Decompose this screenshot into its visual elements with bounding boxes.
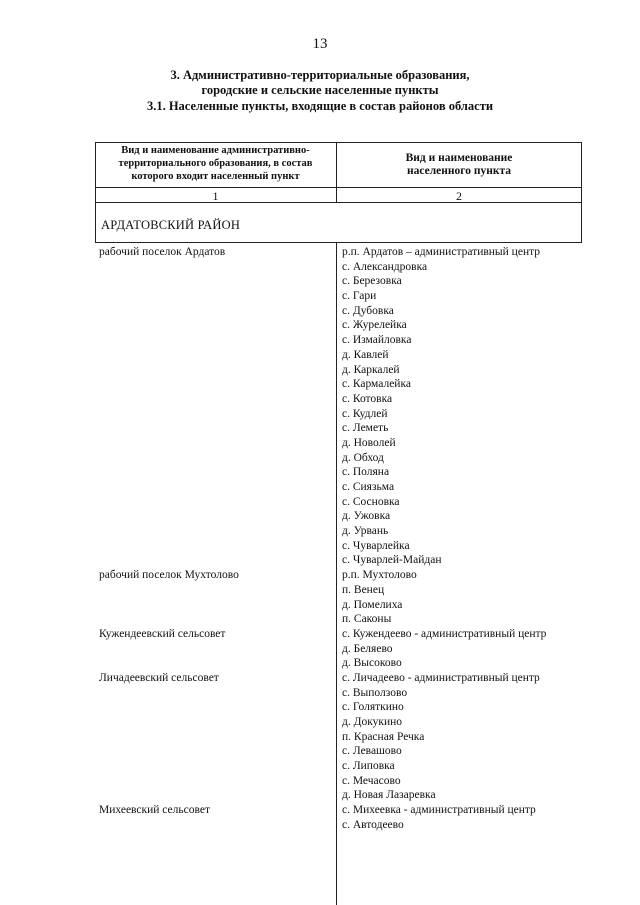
column-divider-body (336, 242, 337, 905)
administrative-unit-cell (99, 744, 335, 759)
administrative-unit-cell (99, 363, 335, 378)
administrative-unit-cell (99, 700, 335, 715)
administrative-unit-cell (99, 583, 335, 598)
settlement-cell: с. Дубовка (342, 304, 394, 317)
column-1-header-line-1: Вид и наименование административно- (121, 145, 310, 156)
settlement-cell: п. Венец (342, 583, 385, 596)
settlement-cell: п. Красная Речка (342, 730, 425, 743)
settlement-cell: р.п. Мухтолово (342, 569, 417, 582)
settlement-cell: д. Высоково (342, 657, 402, 670)
administrative-unit-cell (99, 274, 335, 289)
administrative-unit-cell (99, 598, 335, 613)
settlement-column (342, 245, 578, 833)
settlement-cell: с. Левашово (342, 745, 402, 758)
settlement-cell: с. Михеевка - административный центр (342, 804, 536, 817)
column-1-number: 1 (212, 189, 219, 203)
settlement-cell: с. Сосновка (342, 495, 400, 508)
settlement-cell: с. Кармалейка (342, 378, 411, 391)
settlement-cell: с. Голяткино (342, 701, 404, 714)
settlement-cell: с. Выползово (342, 686, 408, 699)
administrative-unit-cell (99, 260, 335, 275)
settlement-cell: д. Новолей (342, 436, 396, 449)
section-heading-line-3: 3.1. Населенные пункты, входящие в состав районов области (146, 99, 494, 113)
administrative-unit-cell: Михеевский сельсовет (99, 804, 210, 817)
column-1-header (95, 144, 336, 183)
administrative-unit-cell (99, 730, 335, 745)
administrative-unit-cell (99, 509, 335, 524)
administrative-unit-cell (99, 377, 335, 392)
administrative-unit-cell (99, 289, 335, 304)
settlement-cell: с. Александровка (342, 260, 428, 273)
settlement-cell: с. Гари (342, 290, 377, 303)
settlement-cell: с. Липовка (342, 760, 395, 773)
settlement-cell: с. Мечасово (342, 774, 401, 787)
administrative-unit-cell (99, 436, 335, 451)
administrative-unit-cell (99, 392, 335, 407)
settlement-cell: с. Чуварлейка (342, 539, 410, 552)
settlements-table (95, 142, 582, 905)
administrative-unit-cell (99, 421, 335, 436)
settlement-cell: с. Леметь (342, 422, 389, 435)
settlement-cell: д. Ужовка (342, 510, 391, 523)
section-heading-line-2: городские и сельские населенные пункты (201, 83, 439, 97)
administrative-unit-cell (99, 539, 335, 554)
administrative-unit-cell (99, 612, 335, 627)
column-1-header-line-3: которого входит населенный пункт (131, 171, 300, 182)
settlement-cell: с. Котовка (342, 392, 393, 405)
administrative-unit-cell: рабочий поселок Ардатов (99, 246, 226, 258)
settlement-cell: с. Сиязьма (342, 481, 395, 493)
administrative-unit-cell (99, 524, 335, 539)
administrative-unit-cell (99, 715, 335, 730)
administrative-unit-cell (99, 348, 335, 363)
administrative-unit-cell: рабочий поселок Мухтолово (99, 569, 239, 582)
column-2-header-line-2: населенного пункта (406, 165, 511, 177)
settlement-cell: с. Поляна (342, 466, 390, 479)
administrative-unit-cell (99, 818, 335, 833)
settlement-cell: п. Саконы (342, 613, 392, 626)
column-2-header-line-1: Вид и наименование (405, 152, 513, 164)
settlement-cell: д. Обход (342, 451, 384, 464)
administrative-unit-cell (99, 304, 335, 319)
administrative-unit-cell (99, 451, 335, 466)
administrative-unit-cell: Кужендеевский сельсовет (99, 627, 226, 640)
administrative-unit-cell (99, 788, 335, 803)
settlement-cell: д. Урвань (342, 525, 389, 538)
settlement-cell: д. Докукино (342, 716, 403, 728)
administrative-unit-cell (99, 465, 335, 480)
section-heading-line-1: 3. Административно-территориальные образования, (170, 68, 470, 82)
table-top-border (95, 142, 582, 143)
settlement-cell: р.п. Ардатов – административный центр (342, 246, 541, 258)
region-title: АРДАТОВСКИЙ РАЙОН (101, 218, 241, 232)
header-bottom-border (95, 187, 582, 188)
settlement-cell: с. Автодеево (342, 818, 404, 831)
page-number: 13 (312, 36, 328, 52)
administrative-unit-cell (99, 642, 335, 657)
settlement-cell: с. Кудлей (342, 407, 388, 420)
administrative-unit-cell (99, 656, 335, 671)
administrative-unit-cell (99, 480, 335, 495)
column-2-header (337, 152, 581, 178)
administrative-unit-cell (99, 686, 335, 701)
settlement-cell: д. Новая Лазаревка (342, 789, 436, 802)
settlement-cell: с. Журелейка (342, 319, 407, 332)
settlement-cell: д. Беляево (342, 642, 393, 655)
administrative-unit-cell (99, 774, 335, 789)
column-1-header-line-2: территориального образования, в состав (118, 158, 313, 169)
column-2-number: 2 (456, 189, 462, 203)
administrative-unit-cell (99, 407, 335, 422)
settlement-cell: д. Помелиха (342, 598, 403, 611)
administrative-unit-column (99, 245, 335, 833)
administrative-unit-cell (99, 553, 335, 568)
administrative-unit-cell: Личадеевский сельсовет (99, 671, 219, 684)
settlement-cell: с. Чуварлей-Майдан (342, 554, 442, 567)
administrative-unit-cell (99, 333, 335, 348)
settlement-cell: д. Кавлей (342, 348, 389, 361)
settlement-cell: с. Березовка (342, 275, 402, 288)
administrative-unit-cell (99, 759, 335, 774)
settlement-cell: с. Кужендеево - административный центр (342, 627, 547, 640)
settlement-cell: д. Каркалей (342, 363, 400, 376)
administrative-unit-cell (99, 318, 335, 333)
region-row-bottom-border (95, 242, 582, 243)
settlement-cell: с. Личадеево - административный центр (342, 671, 540, 684)
table-right-border (581, 142, 582, 242)
settlement-cell: с. Измайловка (342, 334, 412, 347)
administrative-unit-cell (99, 495, 335, 510)
